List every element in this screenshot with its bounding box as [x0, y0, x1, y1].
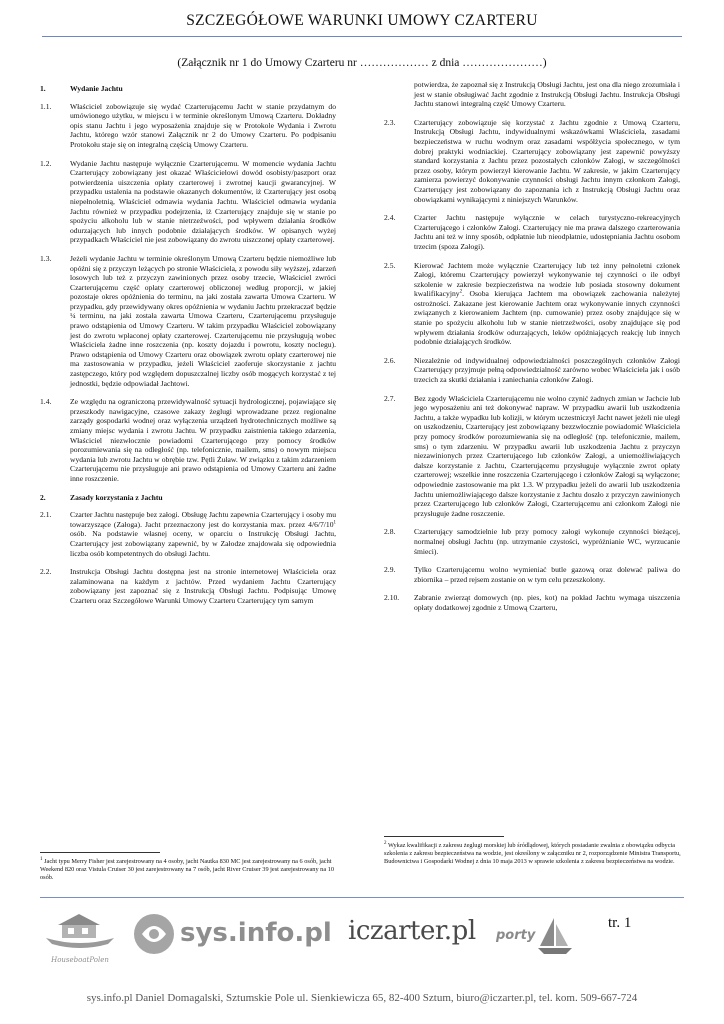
footer-address: sys.info.pl Daniel Domagalski, Sztumskie Pole ul. Sienkiewicza 65, 82-400 Sztum, biuro@iczarter.pl, tel. kom. 509-667-724 [86, 992, 638, 1004]
clause-2-4: 2.4. Czarter Jachtu następuje wyłącznie w celach turystyczno-rekreacyjnych Czarterującego i członków Załogi. Czarterujący nie ma prawa dalszego czarterowania Jachtu ani też w inny sposób, odpłatnie lub nieodpłatnie, udostępniania Jachtu osobom trzecim (spoza Załogi). [384, 213, 680, 251]
clause-1-4: 1.4. Ze względu na ograniczoną przewidywalność sytuacji hydrologicznej, pojawiające się przeszkody nawigacyjne, czasowe zakazy żeglugi wprowadzane przez regionalne zarządy gospodarki wodnej oraz wyłączenia urządzeń hydrotechnicznych możliwe są zmiany miejsc wydania i zwrotu Jachtu. W przypadku zaistnienia takiego zdarzenia, Właściciel niezwłocznie powiadomi Czarterującego przy pomocy środków porozumiewania się na odległość (np. telefonicznie, mailem, sms) o nowym miejscu wydania lub zwrotu Jachtu w obrębie tzw. Pętli Żuław. W związku z takim zdarzeniem Czarterującemu nie przysługuje ani prawo odstąpienia od Umowy Czarteru ani żadne inne roszczenie. [40, 397, 336, 483]
footnote-2: $^2$ Wykaz kwalifikacji z zakresu żeglugi morskiej lub śródlądowej, których posiadanie zwalnia z obowiązku odbycia szkolenia z zakresu bezpieczeństwa na wodzie, jest określony w załączniku nr 2, rozporządzenie Ministra Transportu, Budownictwa i Gospodarki Wodnej z dnia 10 maja 2013 w sprawie szkolenia z zakresu bezpieczeństwa na wodzie. [384, 840, 681, 865]
clause-2-10: 2.10. Zabranie zwierząt domowych (np. pies, kot) na pokład Jachtu wymaga uiszczenia opłaty dodatkowej zgodnie z Umową Czarteru, [384, 593, 680, 612]
footnote-1: $^1$ Jacht typu Merry Fisher jest zarejestrowany na 4 osoby, jacht Nautka 830 MC jest zarejestrowany na 6 osób, jacht Weekend 820 oraz Vistula Cruiser 30 jest zarejestrowany na 7 osób, jacht River Cruiser 39 jest zarejestrowany na 10 osób. [40, 856, 334, 881]
clause-1-2: 1.2. Wydanie Jachtu następuje wyłącznie Czarterującemu. W momencie wydania Jachtu Czarterujący zobowiązany jest okazać Właścicielowi dowód osobisty/paszport oraz potwierdzenia uiszczenia opłaty czarterowej i zwrotnej kaucji gwarancyjnej. W przypadku ustalenia na podstawie okazanych dokumentów, iż Czarterujący jest osobą niepełnoletnią, Właściciel odmawia wydania Jachtu. Właściciel odmawia wydania Jachtu również w przypadku podejrzenia, iż Czarterujący znajduje się w stanie po spożyciu alkoholu lub w stanie nietrzeźwości, pod wpływem działania środków odurzających lub innych podobnie działających środków. W opisanych wyżej przypadkach Właściciel nie jest zobowiązany do zwrotu uiszczonej opłaty czarterowej. [40, 158, 336, 245]
porty-logo[interactable]: porty [496, 914, 576, 958]
document-title: SZCZEGÓŁOWE WARUNKI UMOWY CZARTERU [186, 12, 538, 29]
footnote-ref-1[interactable]: 1 [333, 520, 336, 526]
footnote-ref-2[interactable]: 2 [459, 289, 463, 295]
clause-2-3: 2.3. Czarterujący zobowiązuje się korzystać z Jachtu zgodnie z Umową Czarteru, Instrukcją Obsługi Jachtu, indywidualnymi wskazówkami Właściciela, zasadami bezpieczeństwa w ruchu wodnym oraz zasadami współżycia społecznego, w tym dobrej praktyki wodniackiej. Czarterujący zobowiązany jest zapewnić powyższy standard korzystania z Jachtu przez pozostałych członków Załogi, w szczególności przez osoby, którym powierzył kierowanie Jachtu. W zakresie, w jakim Czarterujący zamierza powierzyć dokonywanie czynności obsługi Jachtu innym członkom Załogi, Czarterujący jest zobowiązany do zapoznania ich z Instrukcją Obsługi Jachtu oraz obowiązkami wynikającymi z niniejszych Warunków. [384, 117, 680, 204]
sysinfo-logo[interactable]: sys.info.pl [132, 912, 332, 958]
clause-1-3: 1.3. Jeżeli wydanie Jachtu w terminie określonym Umową Czarteru będzie niemożliwe lub opóźni się z przyczyn leżących po stronie Właściciela, z powodu siły wyższej, zdarzeń losowych lub też z przyczyn zawinionych przez osoby trzecie, Właściciel zwróci Czarterującemu część opłaty czarterowej obliczonej według proporcji, w jakiej pozostaje okres opóźnienia do terminu, na jaki została zawarta Umowa Czarteru. W przypadku, gdy przewidywany okres opóźnienia w wydaniu Jachtu przekracza¢ będzie ¼ terminu, na jaki została zawarta Umowa Czarteru, Czarterującemu przysługuje prawo odstąpienia od Umowy Czarteru. W takim przypadku Właściciel zobowiązany jest do zwrotu wpłaconej opłaty czarterowej. Czarterującemu nie przysługują wobec Właściciela żadne inne roszczenia (np. koszty dojazdu i powrotu, koszty noclegu). Prawo odstąpienia od Umowy Czarteru oraz obowiązek zwrotu opłaty czarterowej nie ma zastosowania w przypadku, jeżeli Właściciel zaoferuje skorzystanie z jachtu zastępczego, który pod względem dopuszczalnej liczby osób mogących korzystać z tej jednostki, będzie odpowiadał Jachtowi. [40, 253, 336, 388]
footer-rule [40, 897, 684, 898]
section-heading-2: 2. Zasady korzystania z Jachtu [40, 492, 163, 502]
page-number: tr. 1 [608, 915, 632, 931]
houseboat-logo-text: HouseboatPolen [51, 956, 109, 964]
title-rule [42, 36, 682, 37]
clause-2-2: 2.2. Instrukcja Obsługi Jachtu dostępna jest na stronie internetowej Właściciela oraz zalaminowana na każdym z jachtów. Przed wydaniem Jachtu Czarterujący zobowiązany jest zapoznać się z Instrukcją Obsługi Jachtu. Podpisując Umowę Czarteru oraz Szczegółowe Warunki Umowy Czarteru Czarterujący tym samym [40, 567, 336, 605]
houseboat-icon [40, 908, 120, 952]
document-subtitle: (Załącznik nr 1 do Umowy Czarteru nr ……………… z dnia …………………) [177, 57, 547, 69]
houseboat-polen-logo[interactable] [40, 908, 120, 962]
clause-2-9: 2.9. Tylko Czarterującemu wolno wymieniać butle gazową oraz dolewać paliwa do zbiornika – przed rejsem zostanie on w tym celu przeszkolony. [384, 565, 680, 584]
clause-2-8: 2.8. Czarterujący samodzielnie lub przy pomocy załogi wykonuje czynności bieżącej, normalnej obsługi Jachtu (np. utrzymanie czystości, wypróżnianie WC, wyrzucanie śmieci). [384, 527, 680, 556]
right-column [384, 80, 680, 622]
iczarter-logo[interactable]: iczarter.pl [348, 916, 476, 946]
clause-1-1: 1.1. Właściciel zobowiązuje się wydać Czarterującemu Jacht w stanie przydatnym do umówionego użytku, w miejscu i w terminie określonym Umową Czarteru. Dokładny opis stanu Jachtu i jego wyposażenia znajduje się w Protokole Wydania i Zwrotu Jachtu, którego wzór stanowi Załącznik nr 2 do Umowy Czarteru. Po podpisaniu Protokołu staje się on integralną częścią Umowy Czarteru. [40, 101, 336, 149]
clause-2-6: 2.6. Niezależnie od indywidualnej odpowiedzialności poszczególnych członków Załogi Czarterujący przyjmuje pełną odpowiedzialność zarówno wobec Właściciela jak i osób trzecich za skutki działania i zaniechania członków Załogi. [384, 355, 680, 385]
footnote-rule-right [384, 836, 504, 837]
clause-2-5: 2.5. Kierować Jachtem może wyłącznie Czarterujący lub też inny pełnoletni członek Załogi, któremu Czarterujący powierzył wykonywanie tej czynności o ile odbył szkolenie w zakresie bezpieczeństwa na wodzie lub posiada stosowny dokument kwalifikacyjny$^2$. Osoba kierująca Jachtem ma obowiązek zachowania należytej ostrożności. Zakazane jest kierowanie Jachtem oraz wykonywanie innych czynności związanych z kierowaniem Jachtem (np. cumowanie) przez osoby znajdujące się w stanie po spożyciu alkoholu lub w stanie nietrzeźwości, osoby znajdujące się pod wpływem działania środków odurzających, leków opóźniających reakcję lub innych podobnie działających środków. [384, 260, 680, 347]
clause-2-1: 2.1. Czarter Jachtu następuje bez załogi. Obsługę Jachtu zapewnia Czarterujący i osoby mu towarzyszące (Załoga). Jacht przeznaczony jest do korzystania max. przez $4/6/7/10^1$ osób. Na podstawie własnej oceny, w oparciu o Instrukcję Obsługi Jachtu, Czarterujący jest zobowiązany zapewnić, by w Załodze znajdowała się odpowiednia liczba osób kompetentnych do obsługi Jachtu. [40, 510, 336, 558]
left-column [40, 82, 336, 615]
footnote-rule-left [40, 852, 160, 853]
sailboat-icon [536, 914, 576, 958]
logo-strip [40, 906, 684, 964]
clause-2-7: 2.7. Bez zgody Właściciela Czarterującemu nie wolno czynić żadnych zmian w Jachcie lub jego wyposażeniu ani też dokonywać napraw. W przypadku awarii lub uszkodzenia Jachtu, a także wypadku lub kolizji, w którym uczestniczył Jacht nawet jeżeli nie uległ on uszkodzeniu, Czarterujący jest zobowiązany bezzwłocznie powiadomić Właściciela przy pomocy środków porozumiewania się na odległość (np. telefonicznie, mailem, sms) o tym zdarzeniu. W przypadku awarii lub uszkodzenia Jachtu z przyczyn niezawinionych przez Czarterującego lub członków Załogi, a uniemożliwiających dalsze korzystanie z Jachtu, Czarterującemu przysługuje wyłącznie zwrot opłaty czarterowej; wszelkie inne roszczenia Czarterującego i członków Załogi są wyłączone; odpowiednie zastosowanie ma pkt 1.3. W przypadku jeżeli do awarii lub uszkodzenia Jachtu uniemożliwiającego dalsze korzystanie z Jachtu doszło z przyczyn zawinionych przez Czarterującego lub członków Załogi, Czarterującemu ani członkom Załogi nie przysługuje żadne roszczenie. [384, 393, 680, 518]
clause-2-2-continued: potwierdza, że zapoznał się z Instrukcją Obsługi Jachtu, jest ona dla niego zrozumiała i jest w stanie obsługiwać Jacht zgodnie z Instrukcją Obsługi Jachtu. Instrukcja Obsługi Jachtu stanowi integralną część Umowy Czarteru. [414, 80, 680, 109]
sysinfo-swirl-icon [132, 912, 176, 956]
section-heading-1: 1. Wydanie Jachtu [40, 84, 123, 93]
